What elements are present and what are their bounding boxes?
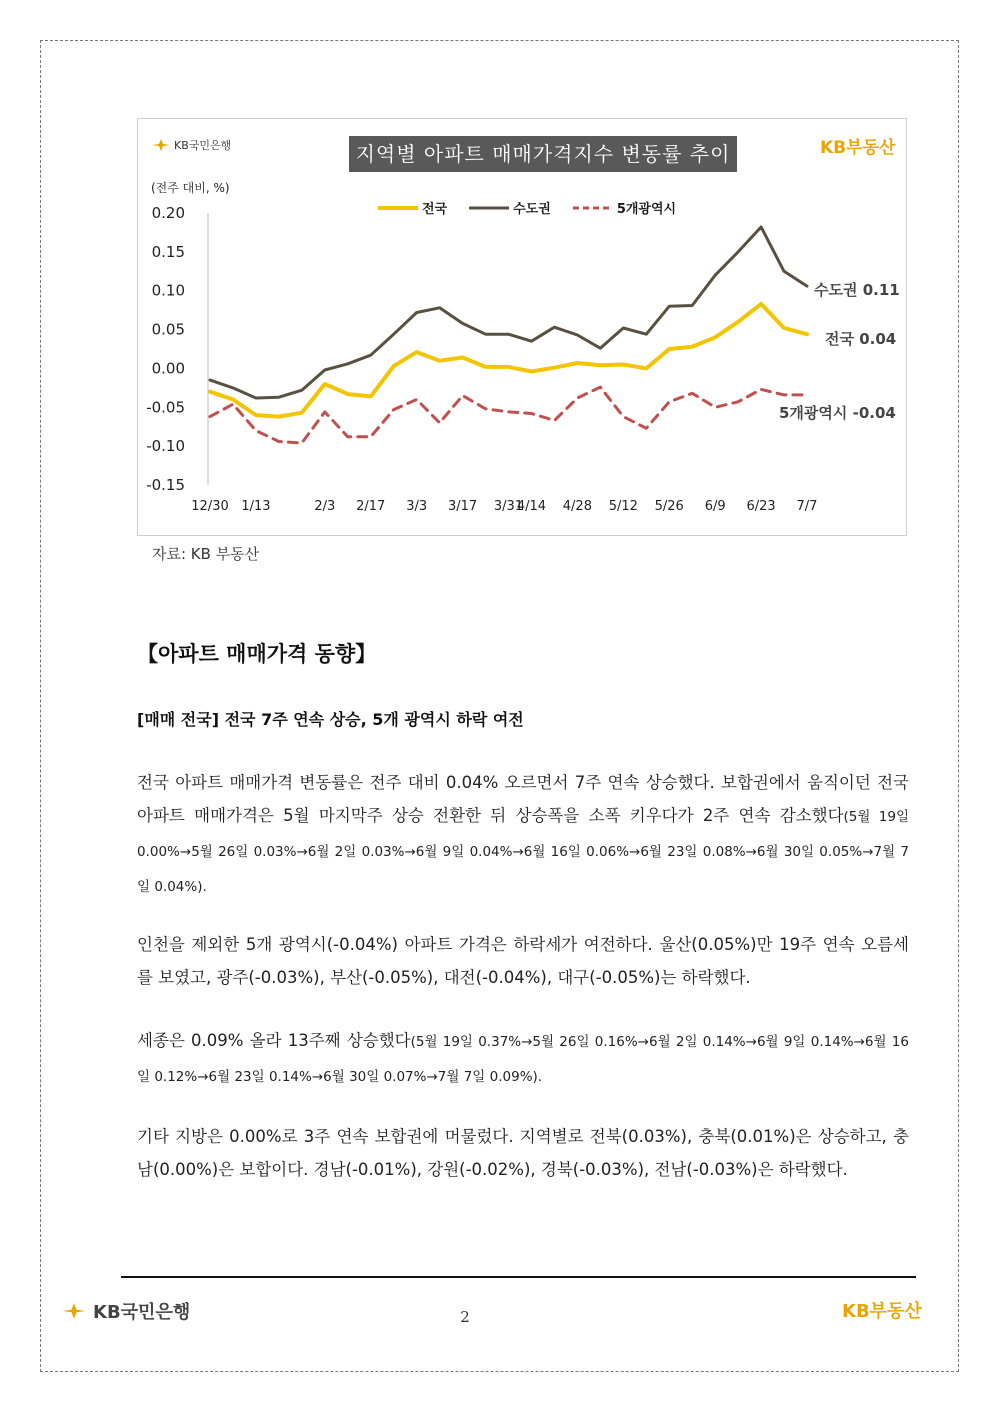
section-title: 【아파트 매매가격 동향】 <box>137 642 377 666</box>
footer-kb-land-logo: KB부동산 <box>842 1301 922 1322</box>
chart-kb-bank-text: KB국민은행 <box>174 139 232 152</box>
y-tick-label: 0.05 <box>151 320 185 339</box>
x-tick-label: 4/14 <box>516 499 547 514</box>
paragraph-national-detail: (5월 19일 0.00%→5월 26일 0.03%→6월 2일 0.03%→6월 9일 0.04%→6월 16일 0.06%→6월 23일 0.08%→6월 30일 0.05%→7월 7일 0.04%). <box>137 809 909 895</box>
paragraph-national-main: 전국 아파트 매매가격 변동률은 전주 대비 0.04% 오르면서 7주 연속 상승했다. 보합권에서 움직이던 전국 아파트 매매가격은 5월 마지막주 상승 전환한 뒤 상승폭을 소폭 키우다가 2주 연속 감소했다 <box>137 773 909 825</box>
footer-divider <box>121 1276 916 1278</box>
x-tick-label: 5/26 <box>654 499 684 514</box>
page-number: 2 <box>460 1308 470 1326</box>
x-tick-label: 3/3 <box>406 499 428 514</box>
chart-unit-label: (전주 대비, %) <box>151 181 230 195</box>
y-tick-label: -0.10 <box>146 437 185 456</box>
x-tick-label: 5/12 <box>608 499 638 514</box>
legend-label-metro: 5개광역시 <box>616 202 677 217</box>
legend-label-national: 전국 <box>422 202 448 217</box>
x-tick-label: 4/28 <box>562 499 592 514</box>
chart-title: 지역별 아파트 매매가격지수 변동률 추이 <box>349 136 737 172</box>
sub-title: [매매 전국] 전국 7주 연속 상승, 5개 광역시 하락 여전 <box>137 710 524 729</box>
footer-kb-bank-text: KB국민은행 <box>93 1302 191 1323</box>
source-note: 자료: KB 부동산 <box>152 545 260 563</box>
y-tick-label: 0.10 <box>151 281 185 300</box>
paragraph-sejong-detail: (5월 19일 0.37%→5월 26일 0.16%→6월 2일 0.14%→6월 9일 0.14%→6월 16일 0.12%→6월 23일 0.14%→6월 30일 0.07%→7월 7일 0.09%). <box>137 1034 909 1085</box>
y-tick-label: -0.15 <box>146 476 185 494</box>
x-tick-label: 7/7 <box>796 499 818 514</box>
y-tick-label: 0.15 <box>151 242 185 261</box>
footer-kb-bank-logo <box>60 1298 190 1324</box>
x-tick-label: 3/17 <box>447 499 478 514</box>
series-line-capital <box>210 227 807 398</box>
end-label-capital: 수도권 0.11 <box>814 281 900 299</box>
x-tick-label: 6/9 <box>704 499 726 514</box>
x-tick-label: 3/31 <box>493 499 524 514</box>
paragraph-metro: 인천을 제외한 5개 광역시(-0.04%) 아파트 가격은 하락세가 여전하다. 울산(0.05%)만 19주 연속 오름세를 보였고, 광주(-0.03%), 부산(-0.05%), 대전(-0.04%), 대구(-0.05%)는 하락했다. <box>137 935 909 987</box>
paragraph-sejong <box>137 1024 909 1094</box>
y-tick-label: 0.20 <box>151 204 185 222</box>
paragraph-sejong-main: 세종은 0.09% 올라 13주째 상승했다 <box>137 1031 411 1050</box>
chart-kb-land-logo: KB부동산 <box>820 138 896 158</box>
end-label-metro: 5개광역시 -0.04 <box>779 404 896 422</box>
x-tick-label: 2/17 <box>356 499 386 514</box>
y-tick-label: 0.00 <box>151 359 185 378</box>
x-tick-label: 2/3 <box>314 499 336 514</box>
paragraph-national <box>137 766 909 904</box>
x-tick-label: 12/30 <box>191 499 229 514</box>
paragraph-other-regions: 기타 지방은 0.00%로 3주 연속 보합권에 머물렀다. 지역별로 전북(0.03%), 충북(0.01%)은 상승하고, 충남(0.00%)은 보합이다. 경남(-0.01%), 강원(-0.02%), 경북(-0.03%), 전남(-0.03%)은 하락했다. <box>137 1127 909 1179</box>
line-chart <box>137 118 907 536</box>
x-tick-label: 1/13 <box>241 499 271 514</box>
legend-label-capital: 수도권 <box>513 202 551 217</box>
series-line-national <box>210 304 807 417</box>
x-tick-label: 6/23 <box>746 499 776 514</box>
kb-star-icon <box>60 1302 88 1320</box>
y-tick-label: -0.05 <box>146 398 185 417</box>
end-label-national: 전국 0.04 <box>825 330 897 348</box>
